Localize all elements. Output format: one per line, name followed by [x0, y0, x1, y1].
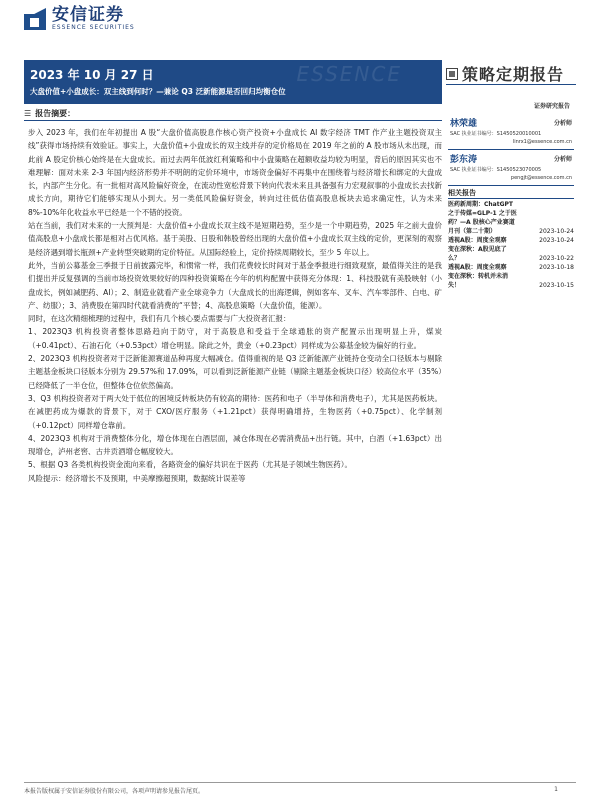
analyst-cert: SAC 执业证书编号：S1450523070005	[450, 167, 542, 173]
report-type-block	[446, 62, 564, 85]
analyst-email[interactable]: pengjt@essence.com.cn	[510, 175, 572, 181]
analyst-role: 分析师	[553, 120, 572, 127]
related-report-item[interactable]	[448, 272, 576, 290]
company-logo	[24, 6, 135, 32]
related-report-item[interactable]	[448, 263, 576, 272]
analyst-panel	[448, 116, 574, 188]
related-report-item[interactable]	[448, 245, 576, 263]
related-report-date: 2023-10-24	[539, 228, 574, 235]
summary-heading	[24, 108, 75, 119]
logo-name: 安信证券	[52, 5, 124, 25]
related-report-title[interactable]: 变在深秋：A股见底了么？	[448, 246, 507, 262]
footer-divider	[24, 782, 576, 783]
summary-divider	[24, 120, 442, 121]
logo-icon	[24, 8, 46, 30]
footer-disclaimer: 本报告版权属于安信证券股份有限公司，各项声明请参见报告尾页。	[24, 788, 205, 795]
summary-paragraph: 2、2023Q3 机构投资者对于泛新能源赛道品种再度大幅减仓。值得重视的是 Q3 泛新能源产业链持仓变动全口径版本与剔除主题基金板块口径版本分别为 29.57%和 17.09%，可以看到泛新能源产业链（剔除主题基金板块口径）较高位水平（35%）已经降低了一半仓位，但整体仓位依然偏高。	[28, 354, 442, 390]
report-type-label: 策略定期报告	[462, 65, 565, 84]
summary-paragraph: 3、Q3 机构投资者对于两大处于低位的困境反转板块仍有较高的期待：医药和电子（半导体和消费电子），尤其是医药板块。在减肥药成为爆款的背景下，对于 CXO/医疗服务（+1.21pct）获得明确增持，生物医药（+0.75pct）、化学制剂（+0.12pct）同样增仓靠前。	[28, 393, 442, 430]
summary-paragraph: 此外，当前公募基金三季报于日前披露完毕，和惯常一样，我们花费较长时间对于基金季报进行细致观察，最值得关注的是我们提出并反复强调的当前市场投资效果较好的四种投资策略在今年的机构配置中获得充分体现：1、科技股就有美股映射（小盘成长，例如减肥药、AI）；2、制造业就看产业全球竞争力（大盘成长的出海逻辑，例如客车、叉车、汽车零部件、白电、矿产、纺服）；3、消费股在第四时代就看消费的“平替；4、高股息策略（大盘价值，能源）。	[28, 260, 442, 310]
analyst-card	[448, 152, 574, 186]
report-title: 大盘价值+小盘成长：双主线到何时？—兼论 Q3 泛新能源是否回归均衡仓位	[30, 87, 286, 96]
summary-title: 报告摘要：	[35, 109, 76, 118]
report-type-icon	[446, 68, 458, 80]
menu-lines-icon: ☰	[24, 109, 32, 118]
related-report-title[interactable]: 医药新周期：ChatGPT 之于传媒=GLP-1 之于医药？—A 股核心产业赛道月刊（第二十期）	[448, 201, 517, 235]
related-report-title[interactable]: 变在深秋：转机并未消失！	[448, 273, 509, 289]
related-report-date: 2023-10-15	[539, 282, 574, 289]
summary-paragraph: 站在当前，我们对未来的一大预判是：大盘价值+小盘成长双主线不是短期趋势，至少是一个中期趋势，2025 年之前大盘价值高股息+小盘成长都是相对占优风格。基于美股、日股和韩股曾经出现的大盘价值+小盘成长双主线的定价，更深刻的观察是经济遇到增长瓶颈+产业转型突破期的定价特征。从国际经验上，定价持续周期较长，至少 5 年以上。	[28, 221, 442, 257]
related-report-date: 2023-10-24	[539, 237, 574, 244]
related-report-item[interactable]	[448, 200, 576, 236]
banner-watermark: ESSENCE	[296, 62, 402, 86]
analyst-name: 彭东涛	[450, 155, 478, 165]
logo-english-name: ESSENCE SECURITIES	[52, 24, 135, 31]
analyst-name: 林荣雄	[450, 119, 478, 129]
summary-paragraph: 4、2023Q3 机构对于消费整体分化，增仓体现在白酒层面，减仓体现在必需消费品+出行链。其中，白酒（+1.63pct）出现增仓，泸州老窖、古井贡酒增仓幅度较大。	[28, 433, 442, 457]
page-number: 1	[554, 786, 558, 793]
related-reports-title: 相关报告	[448, 189, 476, 197]
analyst-email[interactable]: linrx1@essence.com.cn	[512, 139, 572, 145]
analyst-card	[448, 116, 574, 150]
summary-paragraph: 同时，在这次精细梳理的过程中，我们有几个核心要点需要与广大投资者汇报：	[28, 314, 291, 324]
related-report-title[interactable]: 透视A股：周度全观察	[448, 264, 507, 271]
analyst-role: 分析师	[553, 156, 572, 163]
report-type-divider	[446, 84, 576, 85]
related-report-title[interactable]: 透视A股：周度全观察	[448, 237, 507, 244]
summary-paragraph: 1、2023Q3 机构投资者整体思路趋向于防守，对于高股息和受益于全球通胀的资产配置示出现明显上升，煤炭（+0.41pct）、石油石化（+0.53pct）增仓明显。除此之外，黄金（+0.23pct）同样成为公募基金较为偏好的行业。	[28, 327, 442, 350]
summary-body	[28, 126, 442, 485]
risk-warning: 风险提示：经济增长不及预期，中美摩擦超预期，数据统计误差等	[28, 473, 246, 483]
title-banner	[24, 60, 442, 104]
summary-paragraph: 5、根据 Q3 各类机构投资金流向来看，各路资金的偏好共识在于医药（尤其是子领域生物医药）。	[28, 460, 352, 470]
related-reports-list	[448, 200, 576, 290]
report-date: 2023 年 10 月 27 日	[30, 68, 154, 82]
related-report-item[interactable]	[448, 236, 576, 245]
analyst-cert: SAC 执业证书编号：S1450520010001	[450, 131, 542, 137]
related-report-date: 2023-10-18	[539, 264, 574, 271]
research-label: 证券研究报告	[533, 103, 570, 110]
summary-paragraph: 步入 2023 年，我们在年初提出 A 股“大盘价值高股息作核心资产投资+小盘成长 AI 数字经济 TMT 作产业主题投资双主线”获得市场持续有效验证。事实上，大盘价值+小盘成长的双主线并存的定价格局在 2019 年之前的 A 股市场从未出现，而此前 A 股定价核心始终是在大盘成长。而过去两年低波红利策略和中小盘策略在超额收益均较为明显，背后的原因其实也不难理解：面对未来 2-3 年国内经济形势并不明朗的定价环境中，市场资金偏好不再集中在围绕着与经济增长和绑定的大盘成长，内部产生分化。有一批相对高风险偏好资金，在流动性宽松背景下转向代表未来且具备强有力宏观叙事的小盘成长去找新成长方向，期待它们能够实现从小到大。另一类低风险偏好资金，转向过往低估值高股息板块去追求确定性，认为未来 8%-10%年化收益水平已经是一个不错的投资。	[28, 128, 442, 217]
related-reports-divider	[448, 198, 574, 199]
related-report-date: 2023-10-22	[539, 255, 574, 262]
